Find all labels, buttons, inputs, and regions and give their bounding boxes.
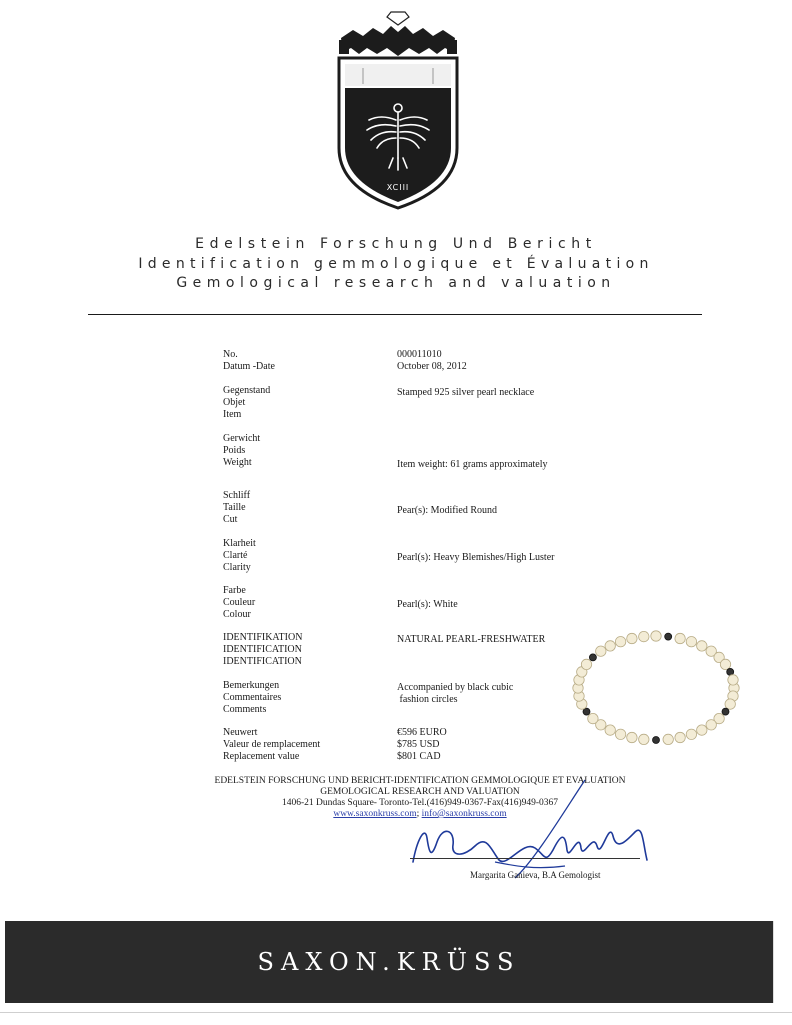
label-item-fr: Objet: [223, 397, 246, 408]
label-comments-de: Bemerkungen: [223, 680, 280, 691]
pearl-bead: [675, 732, 685, 742]
label-identification-en: IDENTIFICATION: [223, 656, 302, 667]
value-euro: €596 EURO: [397, 727, 447, 738]
crystal-spacer: [653, 737, 660, 744]
label-identification-de: IDENTIFIKATION: [223, 632, 303, 643]
label-comments-en: Comments: [223, 704, 267, 715]
pearl-bead: [639, 631, 649, 641]
label-replacement-en: Replacement value: [223, 751, 300, 762]
pearl-bead: [651, 631, 661, 641]
label-identification-fr: IDENTIFICATION: [223, 644, 302, 655]
value-identification: NATURAL PEARL-FRESHWATER: [397, 634, 546, 645]
pearl-bead: [675, 633, 685, 643]
pearl-bead: [697, 641, 707, 651]
value-colour: Pearl(s): White: [397, 599, 458, 610]
label-cut-fr: Taille: [223, 502, 246, 513]
value-number: 000011010: [397, 349, 442, 360]
crystal-spacer: [589, 654, 596, 661]
pearl-bead: [706, 720, 716, 730]
pearl-bead: [605, 641, 615, 651]
label-weight-fr: Poids: [223, 445, 246, 456]
label-colour-fr: Couleur: [223, 597, 256, 608]
value-cut: Pear(s): Modified Round: [397, 505, 497, 516]
pearl-bead: [581, 659, 591, 669]
footer-links: www.saxonkruss.com; info@saxonkruss.com: [333, 809, 507, 819]
footer-company: EDELSTEIN FORSCHUNG UND BERICHT-IDENTIFICATION GEMMOLOGIQUE ET EVALUATION: [214, 776, 626, 786]
label-colour-de: Farbe: [223, 585, 246, 596]
pearl-bead: [697, 725, 707, 735]
pearl-bead: [686, 637, 696, 647]
pearl-bead: [728, 675, 738, 685]
crystal-spacer: [722, 708, 729, 715]
label-weight-de: Gerwicht: [223, 433, 261, 444]
header-german: Edelstein Forschung Und Bericht: [195, 236, 597, 252]
pearl-bead: [615, 637, 625, 647]
pearl-bead: [596, 646, 606, 656]
signature-line: [410, 858, 640, 859]
band-edge: [773, 921, 774, 1003]
pearl-bead: [720, 659, 730, 669]
value-usd: $785 USD: [397, 739, 440, 750]
value-date: October 08, 2012: [397, 361, 467, 372]
value-item: Stamped 925 silver pearl necklace: [397, 387, 535, 398]
necklace-photo: [560, 624, 750, 764]
pearl-bead: [725, 699, 735, 709]
page-bottom-line: [0, 1012, 792, 1013]
label-replacement-de: Neuwert: [223, 727, 258, 738]
footer-address: 1406-21 Dundas Square- Toronto-Tel.(416)949-0367-Fax(416)949-0367: [281, 798, 559, 808]
label-replacement-fr: Valeur de remplacement: [223, 739, 321, 750]
website-link[interactable]: www.saxonkruss.com: [333, 809, 417, 819]
pearl-bead: [605, 725, 615, 735]
label-item-en: Item: [223, 409, 242, 420]
value-comments-1: Accompanied by black cubic: [397, 682, 514, 693]
pearl-bead: [615, 729, 625, 739]
label-cut-en: Cut: [223, 514, 238, 525]
label-cut-de: Schliff: [223, 490, 251, 501]
signature-scribble: [395, 770, 665, 880]
pearl-bead: [627, 633, 637, 643]
label-weight-en: Weight: [223, 457, 252, 468]
crest-numeral: XCIII: [386, 183, 410, 192]
value-comments-2: fashion circles: [397, 694, 458, 705]
value-cad: $801 CAD: [397, 751, 441, 762]
brand-banner: SAXON.KRÜSS: [5, 921, 773, 1003]
label-clarity-de: Klarheit: [223, 538, 256, 549]
label-no: No.: [223, 349, 238, 360]
pearl-bead: [627, 732, 637, 742]
signatory-name: Margarita Ganieva, B.A Gemologist: [470, 870, 601, 880]
label-date: Datum -Date: [223, 361, 275, 372]
pearl-bead: [639, 734, 649, 744]
pearl-bead: [588, 713, 598, 723]
crystal-spacer: [665, 633, 672, 640]
footer-english-name: GEMOLOGICAL RESEARCH AND VALUATION: [320, 787, 520, 797]
label-comments-fr: Commentaires: [223, 692, 282, 703]
value-clarity: Pearl(s): Heavy Blemishes/High Luster: [397, 552, 555, 563]
header-french: Identification gemmologique et Évaluation: [138, 256, 654, 272]
value-weight: Item weight: 61 grams approximately: [397, 459, 548, 470]
label-colour-en: Colour: [223, 609, 251, 620]
header-divider: [88, 314, 702, 315]
label-clarity-fr: Clarté: [223, 550, 248, 561]
crest-emblem: [333, 8, 463, 214]
email-link[interactable]: info@saxonkruss.com: [421, 809, 507, 819]
label-item-de: Gegenstand: [223, 385, 271, 396]
pearl-bead: [663, 734, 673, 744]
pearl-bead: [686, 729, 696, 739]
header-english: Gemological research and valuation: [176, 275, 616, 291]
label-clarity-en: Clarity: [223, 562, 251, 573]
